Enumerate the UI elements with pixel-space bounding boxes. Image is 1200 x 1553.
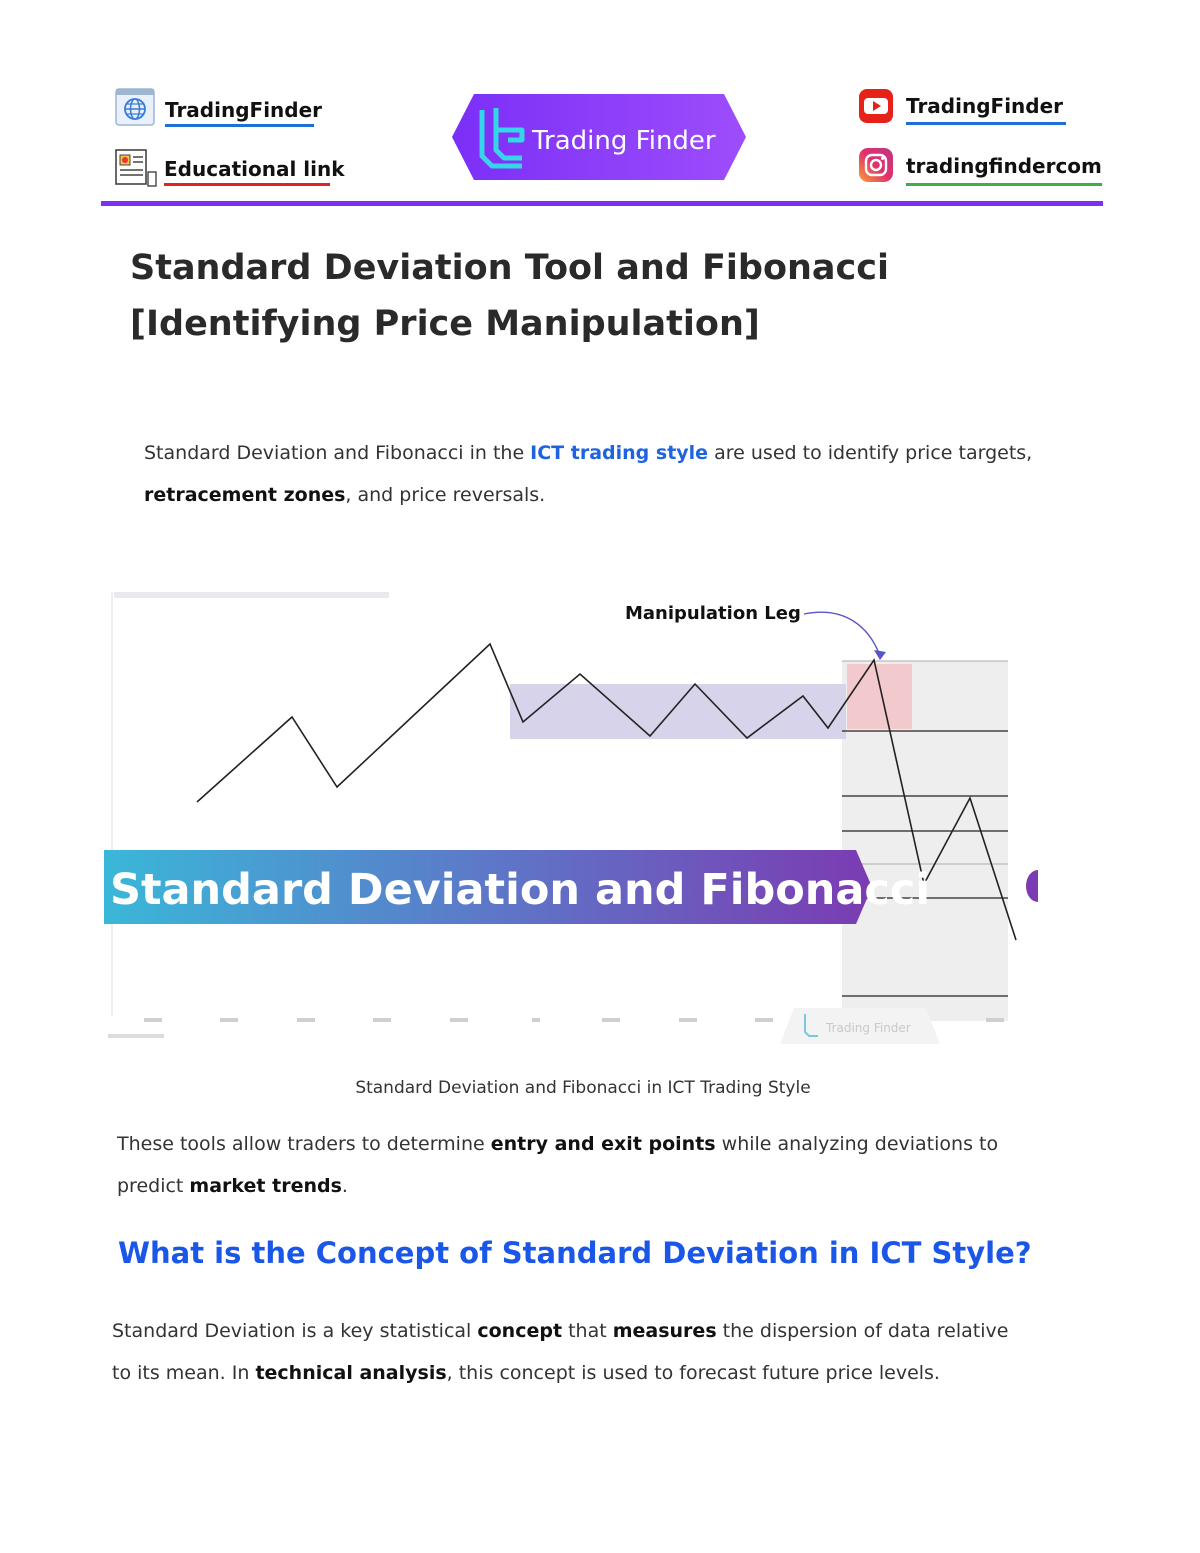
document-icon bbox=[114, 148, 158, 193]
logo-text: Trading Finder bbox=[532, 126, 716, 156]
figure-chart bbox=[104, 586, 1038, 1051]
para3-text-2: that bbox=[562, 1320, 613, 1342]
watermark bbox=[780, 1008, 940, 1044]
tools-paragraph bbox=[117, 1123, 1057, 1207]
website-link[interactable]: TradingFinder bbox=[165, 98, 323, 122]
chart-header-strip bbox=[114, 592, 389, 598]
figure-caption: Standard Deviation and Fibonacci in ICT Trading Style bbox=[355, 1078, 811, 1098]
instagram-link-underline bbox=[906, 183, 1102, 186]
article-title: Standard Deviation Tool and Fibonacci [Identifying Price Manipulation] bbox=[130, 248, 890, 344]
instagram-link[interactable]: tradingfindercom bbox=[906, 154, 1102, 178]
header-divider bbox=[101, 201, 1103, 206]
para3-text-4: , this concept is used to forecast future price levels. bbox=[446, 1362, 940, 1384]
para3-bold-measures: measures bbox=[612, 1320, 717, 1342]
instagram-icon bbox=[858, 147, 894, 188]
chart-source-strip bbox=[108, 1034, 164, 1038]
intro-text-3: , and price reversals. bbox=[345, 484, 546, 506]
globe-icon bbox=[115, 88, 155, 131]
para2-text-3: . bbox=[341, 1175, 348, 1197]
concept-paragraph bbox=[112, 1310, 1032, 1394]
para3-text-3: the dispersion of data relative to its mean. In bbox=[112, 1320, 1009, 1384]
educational-link[interactable]: Educational link bbox=[164, 157, 345, 181]
tradingfinder-logo[interactable] bbox=[452, 94, 746, 185]
ict-trading-style-link[interactable]: ICT trading style bbox=[530, 442, 709, 464]
youtube-link[interactable]: TradingFinder bbox=[906, 94, 1064, 118]
intro-bold-retracement: retracement zones bbox=[144, 484, 346, 506]
youtube-link-underline bbox=[906, 122, 1066, 125]
educational-link-underline bbox=[164, 183, 330, 186]
watermark-text: Trading Finder bbox=[826, 1021, 911, 1035]
website-link-underline bbox=[165, 124, 314, 127]
intro-text-1: Standard Deviation and Fibonacci in the bbox=[144, 442, 531, 464]
para2-text-2: while analyzing deviations to predict bbox=[117, 1133, 999, 1197]
manipulation-zone bbox=[847, 664, 912, 729]
para3-bold-concept: concept bbox=[477, 1320, 563, 1342]
manipulation-leg-label: Manipulation Leg bbox=[625, 603, 801, 624]
para3-text-1: Standard Deviation is a key statistical bbox=[112, 1320, 478, 1342]
consolidation-box bbox=[510, 684, 846, 739]
intro-text-2: are used to identify price targets, bbox=[708, 442, 1033, 464]
para2-text-1: These tools allow traders to determine bbox=[117, 1133, 491, 1155]
para2-bold-market-trends: market trends bbox=[189, 1175, 342, 1197]
intro-paragraph bbox=[144, 432, 1044, 516]
banner-text: Standard Deviation and Fibonacci bbox=[110, 865, 931, 915]
para2-bold-entry-exit: entry and exit points bbox=[490, 1133, 716, 1155]
para3-bold-technical-analysis: technical analysis bbox=[255, 1362, 447, 1384]
youtube-icon bbox=[858, 88, 894, 129]
section-heading: What is the Concept of Standard Deviation in ICT Style? bbox=[118, 1236, 1032, 1270]
